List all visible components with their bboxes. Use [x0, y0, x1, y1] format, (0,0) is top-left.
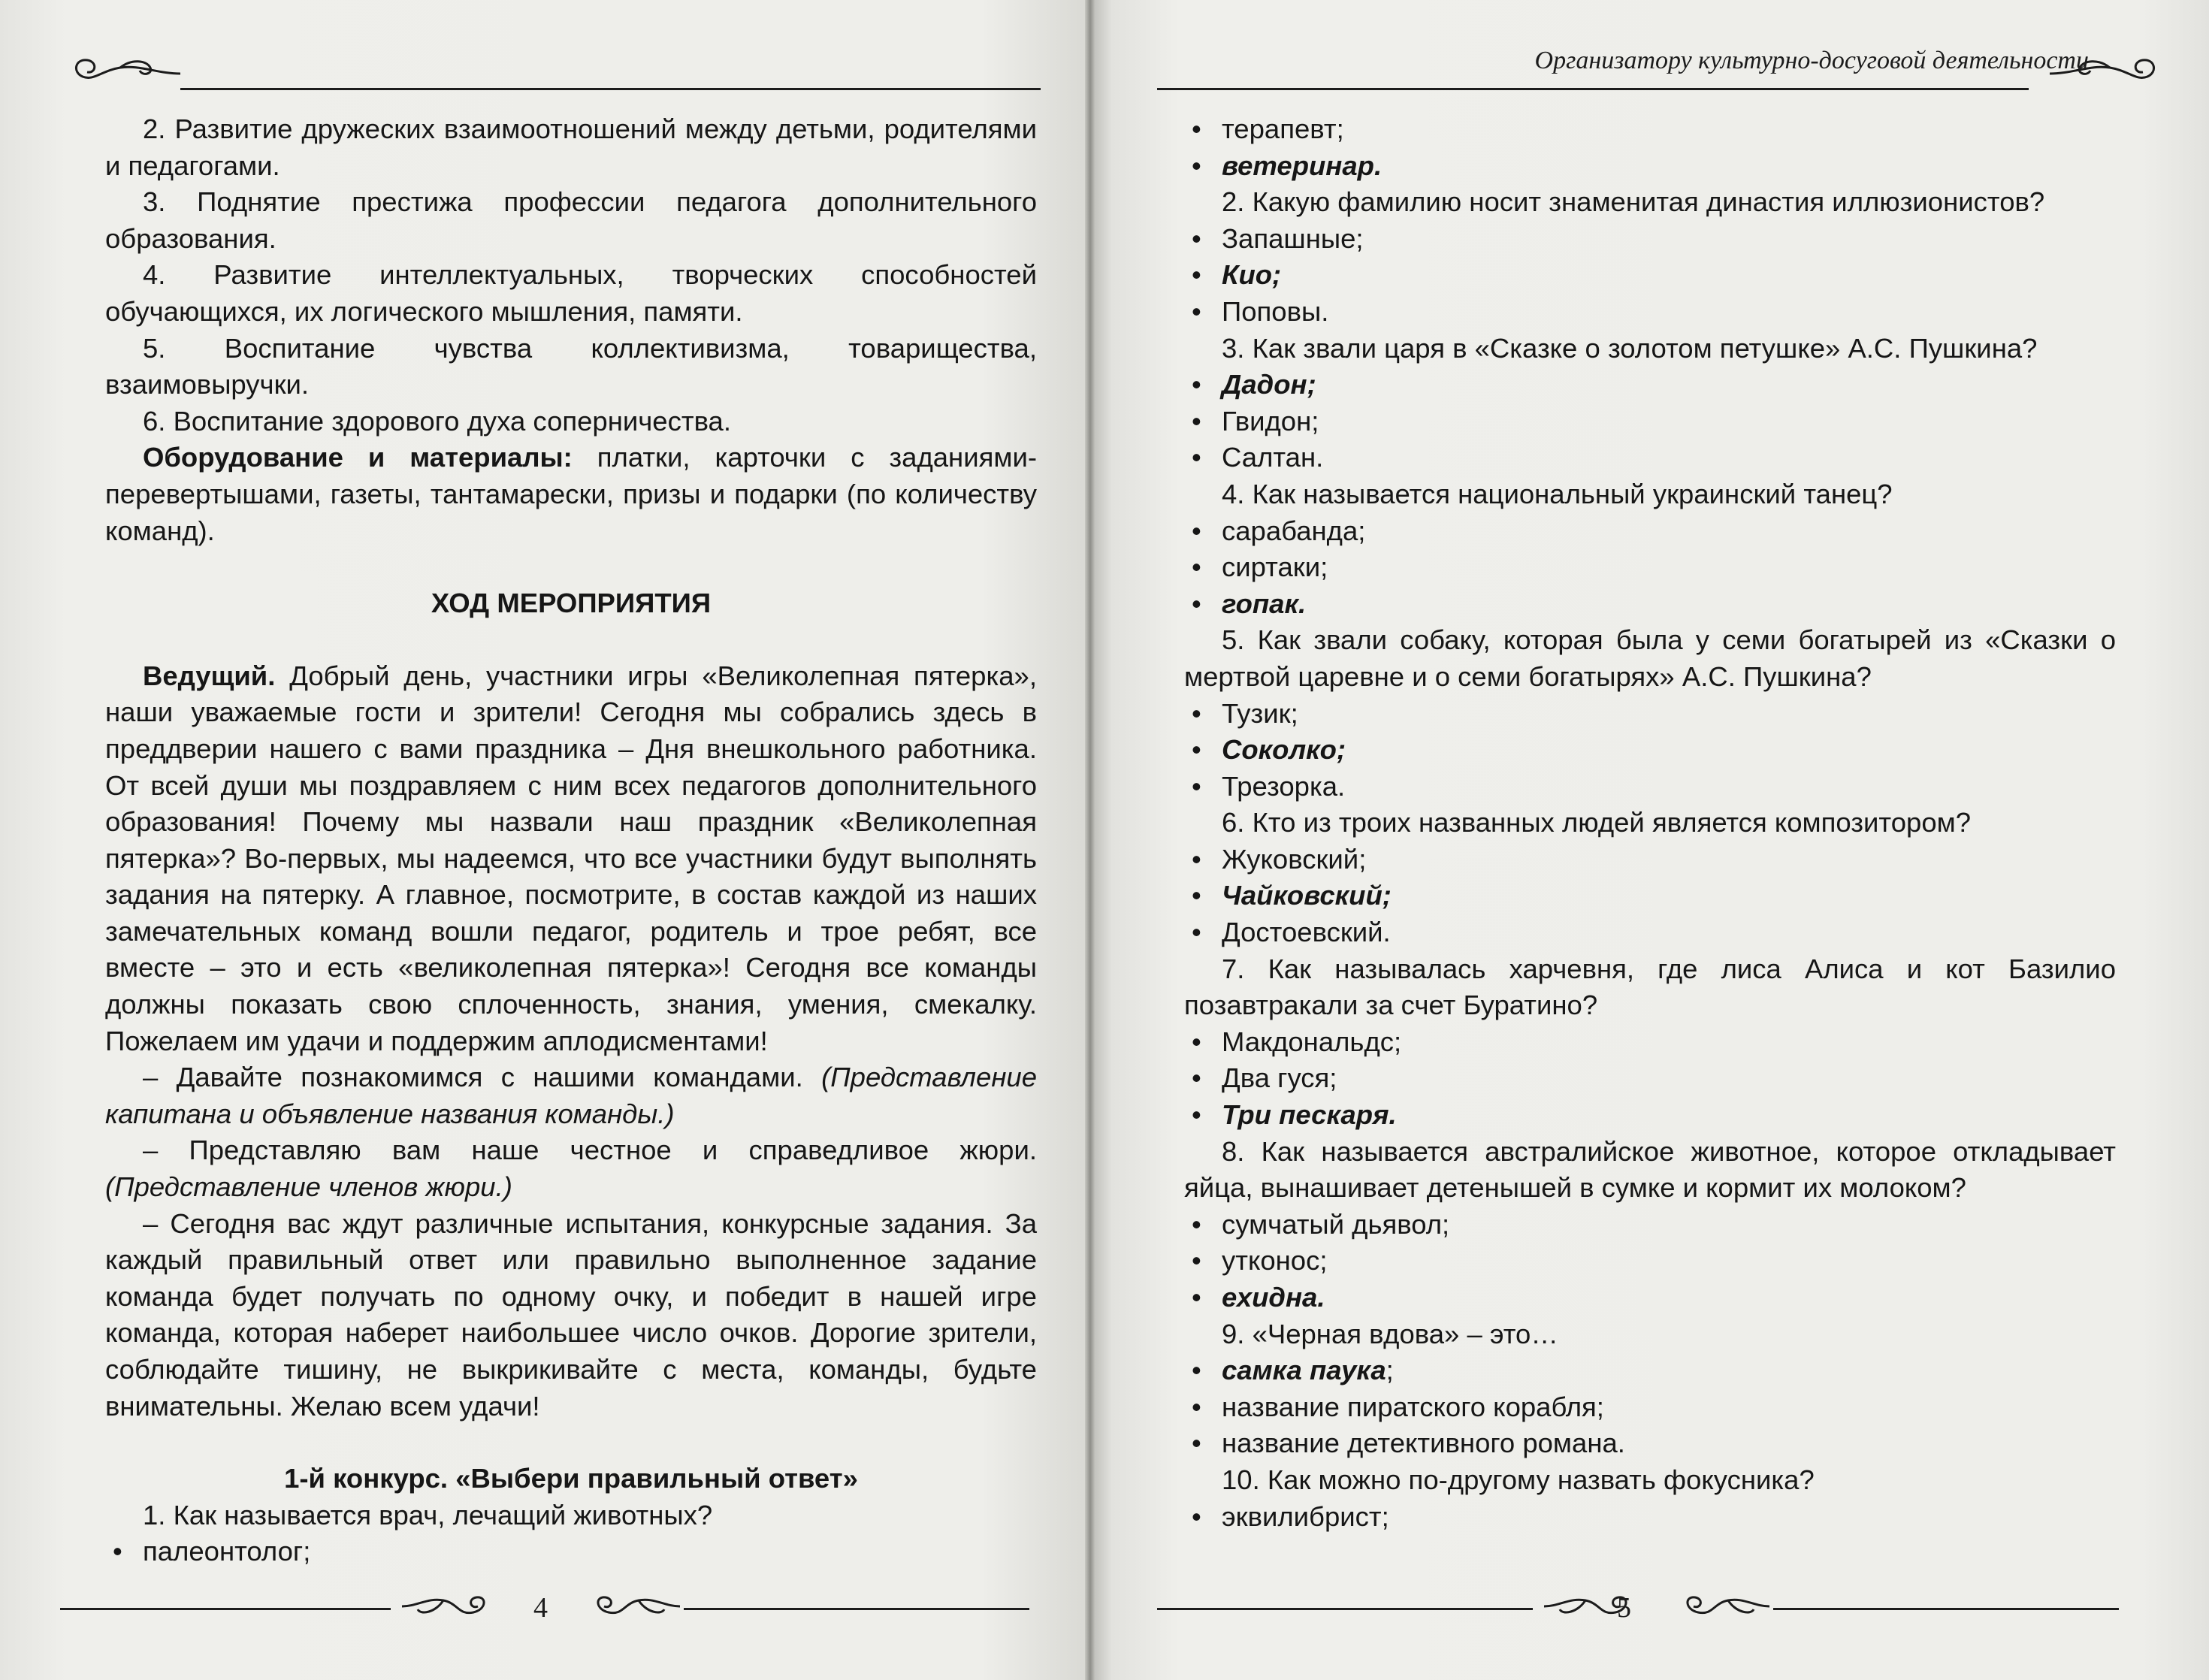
option-text: эквилибрист;: [1222, 1500, 1389, 1532]
correct-answer: ехидна.: [1222, 1282, 1325, 1313]
list-item: [1184, 1024, 2116, 1061]
correct-answer: Соколко;: [1222, 734, 1346, 766]
list-item: [1184, 221, 2116, 258]
bullet-icon: •: [1192, 734, 1201, 766]
objective-2: 2. Развитие дружеских взаимоотношений между детьми, родителями и педагогами.: [105, 113, 1037, 181]
bullet-icon: •: [1192, 880, 1201, 911]
objective-4: 4. Развитие интеллектуальных, творческих способностей обучающихся, их логического мышления, памяти.: [105, 259, 1037, 327]
list-item: [1184, 403, 2116, 440]
list-item: [1184, 696, 2116, 733]
bullet-icon: •: [1192, 1500, 1201, 1532]
list-item: [1184, 111, 2116, 148]
bullet-icon: •: [1192, 1208, 1201, 1240]
list-item: [1184, 1207, 2116, 1243]
bullet-icon: •: [1192, 1099, 1201, 1131]
bullet-icon: •: [1192, 405, 1201, 437]
option-text: Поповы.: [1222, 295, 1329, 327]
footer-rule-left: [1157, 1608, 1533, 1610]
list-item: [1184, 586, 2116, 623]
bullet-icon: •: [1192, 917, 1201, 948]
host-label: Ведущий.: [143, 660, 276, 691]
equipment-text: платки, карточки с заданиями-перевертышами, газеты, тантамарески, призы и подарки (по количеству команд).: [105, 442, 1037, 546]
list-item: [105, 1533, 1037, 1570]
option-text: Жуковский;: [1222, 843, 1367, 875]
option-text: название пиратского корабля;: [1222, 1391, 1604, 1422]
option-text: Салтан.: [1222, 442, 1324, 473]
footer-rule-left: [60, 1608, 391, 1610]
answer-punctuation: ;: [1386, 1355, 1394, 1386]
bullet-icon: •: [1192, 588, 1201, 619]
scroll-flourish-icon: [1676, 1590, 1773, 1623]
option-text: Запашные;: [1222, 222, 1364, 254]
question-7: 7. Как называлась харчевня, где лиса Алиса и кот Базилио позавтракали за счет Буратино?: [1184, 953, 2116, 1021]
bullet-icon: •: [1192, 1245, 1201, 1277]
header-rule: [180, 88, 1041, 90]
right-body: [1184, 111, 2116, 1535]
footer-rule-right: [684, 1608, 1029, 1610]
option-text: название детективного романа.: [1222, 1428, 1625, 1459]
list-item: [1184, 1060, 2116, 1097]
question-2: 2. Какую фамилию носит знаменитая династия иллюзионистов?: [1222, 186, 2045, 218]
right-page: [1089, 0, 2209, 1680]
bullet-icon: •: [1192, 113, 1201, 144]
option-text: Тузик;: [1222, 697, 1298, 729]
option-text: терапевт;: [1222, 113, 1344, 144]
objective-6: 6. Воспитание здорового духа соперничества.: [143, 405, 731, 437]
bullet-icon: •: [1192, 150, 1201, 181]
bullet-icon: •: [1192, 442, 1201, 473]
host-text: Добрый день, участники игры «Великолепная пятерка», наши уважаемые гости и зрители! Сегодня мы собрались здесь в преддверии нашего с вами праздника – Дня внешкольного работника. От всей души мы поздравляем с ним всех педагогов дополнительного образования! Почему мы назвали наш праздник «Великолепная пятерка»? Во-первых, мы надеемся, что все участники будут выполнять задания на пятерку. А главное, посмотрите, в состав каждой из наших замечательных команд вошли педагог, родитель и трое ребят, все вместе – это и есть «великолепная пятерка»! Сегодня все команды должны показать свою сплоченность, знания, умения, смекалку. Пожелаем им удачи и поддержим аплодисментами!: [105, 660, 1037, 1056]
footer-rule-right: [1773, 1608, 2119, 1610]
list-item: [1184, 148, 2116, 185]
jury-text: – Представляю вам наше честное и справедливое жюри.: [143, 1135, 1037, 1166]
list-item: [1184, 367, 2116, 403]
book-gutter: [1085, 0, 1095, 1680]
bullet-icon: •: [1192, 259, 1201, 291]
option-text: сиртаки;: [1222, 551, 1328, 583]
question-6: 6. Кто из троих названных людей является композитором?: [1222, 807, 1972, 838]
bullet-icon: •: [1192, 1282, 1201, 1313]
teams-text: – Давайте познакомимся с нашими командами.: [143, 1062, 822, 1093]
correct-answer: Дадон;: [1222, 369, 1316, 400]
question-4: 4. Как называется национальный украинский танец?: [1222, 478, 1893, 509]
list-item: [1184, 732, 2116, 769]
bullet-icon: •: [113, 1536, 122, 1567]
teams-note: (Представление капитана и объявление названия команды.): [105, 1062, 1037, 1129]
objective-5: 5. Воспитание чувства коллективизма, товарищества, взаимовыручки.: [105, 332, 1037, 400]
objective-3: 3. Поднятие престижа профессии педагога дополнительного образования.: [105, 186, 1037, 254]
option-text: Трезорка.: [1222, 770, 1346, 802]
correct-answer: Кио;: [1222, 259, 1282, 291]
scroll-flourish-icon: [2035, 51, 2162, 89]
left-page: [0, 0, 1089, 1680]
bullet-icon: •: [1192, 551, 1201, 583]
list-item: [1184, 1499, 2116, 1536]
page-number-right: 5: [1617, 1592, 1631, 1624]
list-item: [1184, 1389, 2116, 1426]
list-item: [1184, 842, 2116, 878]
question-10: 10. Как можно по-другому назвать фокусника?: [1222, 1464, 1815, 1495]
page-number-left: 4: [533, 1592, 548, 1624]
section-heading: ХОД МЕРОПРИЯТИЯ: [431, 588, 712, 619]
correct-answer: Чайковский;: [1222, 880, 1392, 911]
option-text: сумчатый дьявол;: [1222, 1208, 1450, 1240]
option-text: утконос;: [1222, 1245, 1328, 1277]
list-item: [1184, 1243, 2116, 1280]
scroll-flourish-icon: [586, 1590, 684, 1623]
option-text: сарабанда;: [1222, 515, 1366, 546]
rules-paragraph: – Сегодня вас ждут различные испытания, конкурсные задания. За каждый правильный ответ или правильно выполненное задание команда будет получать по одному очку, и победит в нашей игре команда, которая наберет наибольшее число очков. Дорогие зрители, соблюдайте тишину, не выкрикивайте с места, команды, будьте внимательны. Желаю всем удачи!: [105, 1207, 1037, 1422]
bullet-icon: •: [1192, 369, 1201, 400]
bullet-icon: •: [1192, 222, 1201, 254]
jury-note: (Представление членов жюри.): [105, 1171, 512, 1203]
list-item: [1184, 257, 2116, 294]
list-item: [1184, 769, 2116, 805]
host-paragraph: [105, 658, 1037, 1060]
jury-paragraph: [105, 1132, 1037, 1205]
bullet-icon: •: [1192, 770, 1201, 802]
option-text: Достоевский.: [1222, 917, 1391, 948]
equipment-label: Оборудование и материалы:: [143, 442, 573, 473]
header-rule: [1157, 88, 2029, 90]
bullet-icon: •: [1192, 1355, 1201, 1386]
option-text: палеонтолог;: [143, 1536, 311, 1567]
list-item: [1184, 549, 2116, 586]
correct-answer: Три пескаря.: [1222, 1099, 1397, 1131]
teams-paragraph: [105, 1059, 1037, 1132]
left-body: [105, 111, 1037, 1570]
list-item: [1184, 294, 2116, 331]
list-item: [1184, 914, 2116, 951]
scroll-flourish-icon: [68, 51, 195, 89]
question-5: 5. Как звали собаку, которая была у семи богатырей из «Сказки о мертвой царевне и о семи богатырях» А.С. Пушкина?: [1184, 624, 2116, 692]
bullet-icon: •: [1192, 1062, 1201, 1094]
list-item: [1184, 878, 2116, 914]
question-9: 9. «Черная вдова» – это…: [1222, 1318, 1558, 1349]
question-1: 1. Как называется врач, лечащий животных?: [143, 1499, 713, 1530]
question-3: 3. Как звали царя в «Сказке о золотом петушке» А.С. Пушкина?: [1222, 332, 2038, 364]
correct-answer: гопак.: [1222, 588, 1307, 619]
bullet-icon: •: [1192, 1391, 1201, 1422]
bullet-icon: •: [1192, 1026, 1201, 1057]
option-text: Гвидон;: [1222, 405, 1319, 437]
bullet-icon: •: [1192, 697, 1201, 729]
equipment-paragraph: [105, 440, 1037, 549]
option-text: Макдональдс;: [1222, 1026, 1402, 1057]
contest-heading: 1-й конкурс. «Выбери правильный ответ»: [284, 1463, 858, 1494]
list-item: [1184, 1280, 2116, 1316]
list-item: [1184, 1097, 2116, 1134]
option-text: Два гуся;: [1222, 1062, 1337, 1094]
bullet-icon: •: [1192, 515, 1201, 546]
correct-answer: самка паука: [1222, 1355, 1386, 1386]
running-title: Организатору культурно-досуговой деятельности: [1534, 47, 2089, 74]
bullet-icon: •: [1192, 295, 1201, 327]
question-8: 8. Как называется австралийское животное, которое откладывает яйца, вынашивает детенышей в сумке и кормит их молоком?: [1184, 1135, 2116, 1204]
list-item: [1184, 1425, 2116, 1462]
list-item: [1184, 1352, 2116, 1389]
scroll-flourish-icon: [398, 1590, 496, 1623]
bullet-icon: •: [1192, 1428, 1201, 1459]
list-item: [1184, 513, 2116, 550]
correct-answer: ветеринар.: [1222, 150, 1383, 181]
bullet-icon: •: [1192, 843, 1201, 875]
list-item: [1184, 440, 2116, 476]
